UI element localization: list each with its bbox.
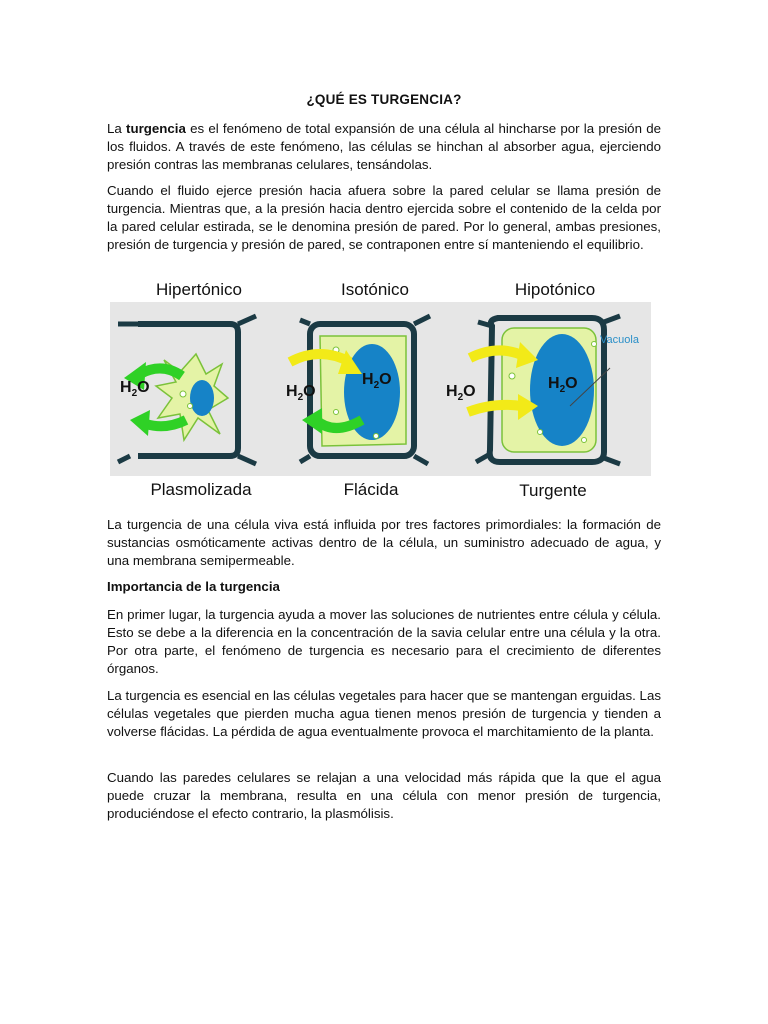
- paragraph-lead: La: [107, 121, 127, 136]
- label-hipotonico: Hipotónico: [514, 280, 596, 299]
- paragraph-rest: es el fenómeno de total expansión de una célula al hincharse por la presión de los fluidos. A través de este fenómeno, las células se hinchan al absorber agua, ejerciendo presión contras las membranas celulares, tensándolas.: [107, 121, 661, 172]
- label-flacida: Flácida: [343, 480, 399, 499]
- vacuole-label: Vacuola: [600, 334, 639, 346]
- page-title: ¿QUÉ ES TURGENCIA?: [306, 92, 462, 107]
- cells-diagram: [110, 302, 651, 476]
- paragraph-importance-1: En primer lugar, la turgencia ayuda a mover las soluciones de nutrientes entre célula y célula. Esto se debe a la diferencia en la concentración de la savia celular entre una célula y la otra. Por otra parte, el fenómeno de turgencia es necesario para el crecimiento de diferentes órganos.: [107, 607, 661, 676]
- paragraph-factors: La turgencia de una célula viva está influida por tres factores primordiales: la formación de sustancias osmóticamente activas dentro de la célula, un suministro adecuado de agua, y una membrana semipermeable.: [107, 517, 661, 568]
- paragraph-definition: [107, 120, 661, 174]
- label-isotonico: Isotónico: [340, 280, 410, 299]
- paragraph-importance-3: Cuando las paredes celulares se relajan a una velocidad más rápida que la que el agua puede cruzar la membrana, resulta en una célula con menor presión de turgencia, produciéndose el efecto contrario, la plasmólisis.: [107, 770, 661, 821]
- h2o-cell3-outside: $H_2O$: [446, 383, 476, 403]
- paragraph-importance-2: La turgencia es esencial en las células vegetales para hacer que se mantengan erguidas. Las células vegetales que pierden mucha agua tienen menos presión de turgencia y tienden a volverse flácidas. La pérdida de agua eventualmente provoca el marchitamiento de la planta.: [107, 688, 661, 739]
- paragraph-pressure: Cuando el fluido ejerce presión hacia afuera sobre la pared celular se llama presión de turgencia. Mientras que, a la presión hacia dentro ejercida sobre el contenido de la celda por la pared celular estirada, se le denomina presión de pared. Por lo general, ambas presiones, presión de turgencia y presión de pared, se contraponen entre sí manteniendo el equilibrio.: [107, 183, 661, 252]
- h2o-cell2-outside: $H_2O$: [286, 383, 316, 403]
- h2o-cell1: $H_2O$: [120, 379, 150, 399]
- osmosis-figure: [107, 278, 661, 503]
- label-turgente: Turgente: [519, 481, 587, 500]
- section-heading: Importancia de la turgencia: [107, 579, 280, 594]
- term-turgencia: turgencia: [126, 121, 186, 136]
- label-plasmolizada: Plasmolizada: [150, 480, 252, 499]
- h2o-cell2-inside: $H_2O$: [362, 371, 392, 391]
- label-hipertonico: Hipertónico: [156, 280, 242, 299]
- h2o-cell3-inside: $H_2O$: [548, 375, 578, 395]
